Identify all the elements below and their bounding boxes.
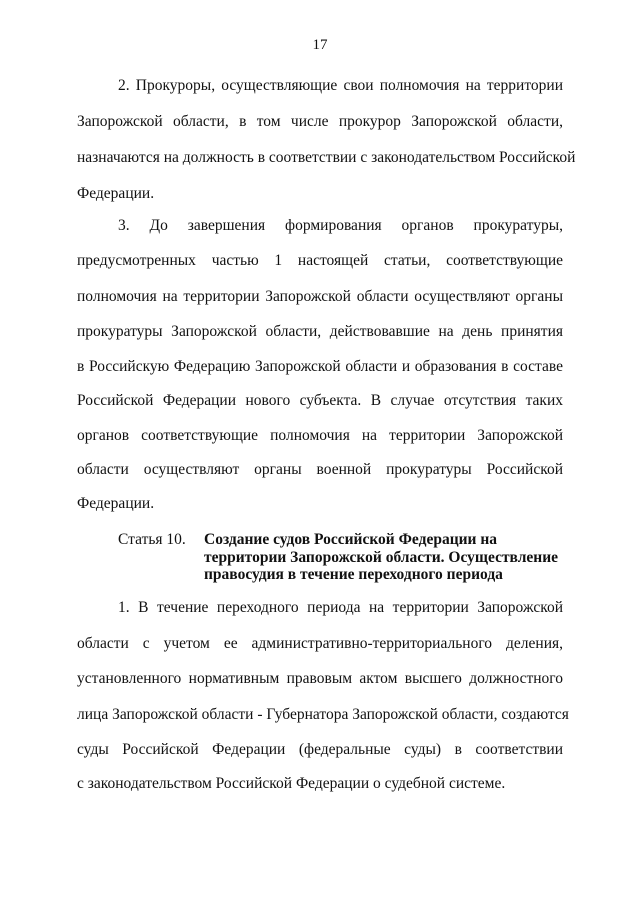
article-title-line: Создание судов Российской Федерации на bbox=[204, 531, 498, 548]
article-10-paragraph-line: 1. В течение переходного периода на территории Запорожской bbox=[118, 599, 563, 616]
page-number: 17 bbox=[312, 37, 328, 53]
paragraph-3-line: прокуратуры Запорожской области, действовавшие на день принятия bbox=[77, 323, 563, 340]
paragraph-2-line: Запорожской области, в том числе прокурор Запорожской области, bbox=[77, 113, 563, 130]
article-10-paragraph-line: лица Запорожской области - Губернатора Запорожской области, создаются bbox=[77, 706, 569, 723]
paragraph-3-line: в Российскую Федерацию Запорожской области и образования в составе bbox=[77, 358, 563, 375]
article-title-line: территории Запорожской области. Осуществление bbox=[204, 548, 559, 566]
paragraph-2-line: Федерации. bbox=[77, 185, 155, 202]
article-10-paragraph-line: установленного нормативным правовым актом высшего должностного bbox=[77, 670, 563, 687]
article-10-paragraph-line: суды Российской Федерации (федеральные суды) в соответствии bbox=[77, 741, 563, 758]
paragraph-3-line: полномочия на территории Запорожской области осуществляют органы bbox=[77, 288, 563, 305]
article-label: Статья 10. bbox=[118, 531, 186, 548]
paragraph-3-line: органов соответствующие полномочия на территории Запорожской bbox=[77, 427, 563, 444]
article-10-paragraph-line: области с учетом ее административно-территориального деления, bbox=[77, 635, 563, 652]
paragraph-3-line: предусмотренных частью 1 настоящей статьи, соответствующие bbox=[77, 252, 563, 269]
paragraph-3-line: Российской Федерации нового субъекта. В случае отсутствия таких bbox=[77, 392, 563, 409]
paragraph-3-line: области осуществляют органы военной прокуратуры Российской bbox=[77, 461, 563, 478]
article-title-line: правосудия в течение переходного периода bbox=[204, 566, 503, 583]
paragraph-2-line: 2. Прокуроры, осуществляющие свои полномочия на территории bbox=[118, 77, 563, 94]
paragraph-2-line: назначаются на должность в соответствии с законодательством Российской bbox=[77, 149, 576, 166]
article-10-paragraph-line: с законодательством Российской Федерации о судебной системе. bbox=[77, 775, 506, 792]
paragraph-3-line: Федерации. bbox=[77, 495, 155, 512]
article-title bbox=[204, 531, 559, 584]
paragraph-3-line: 3. До завершения формирования органов прокуратуры, bbox=[118, 217, 563, 234]
